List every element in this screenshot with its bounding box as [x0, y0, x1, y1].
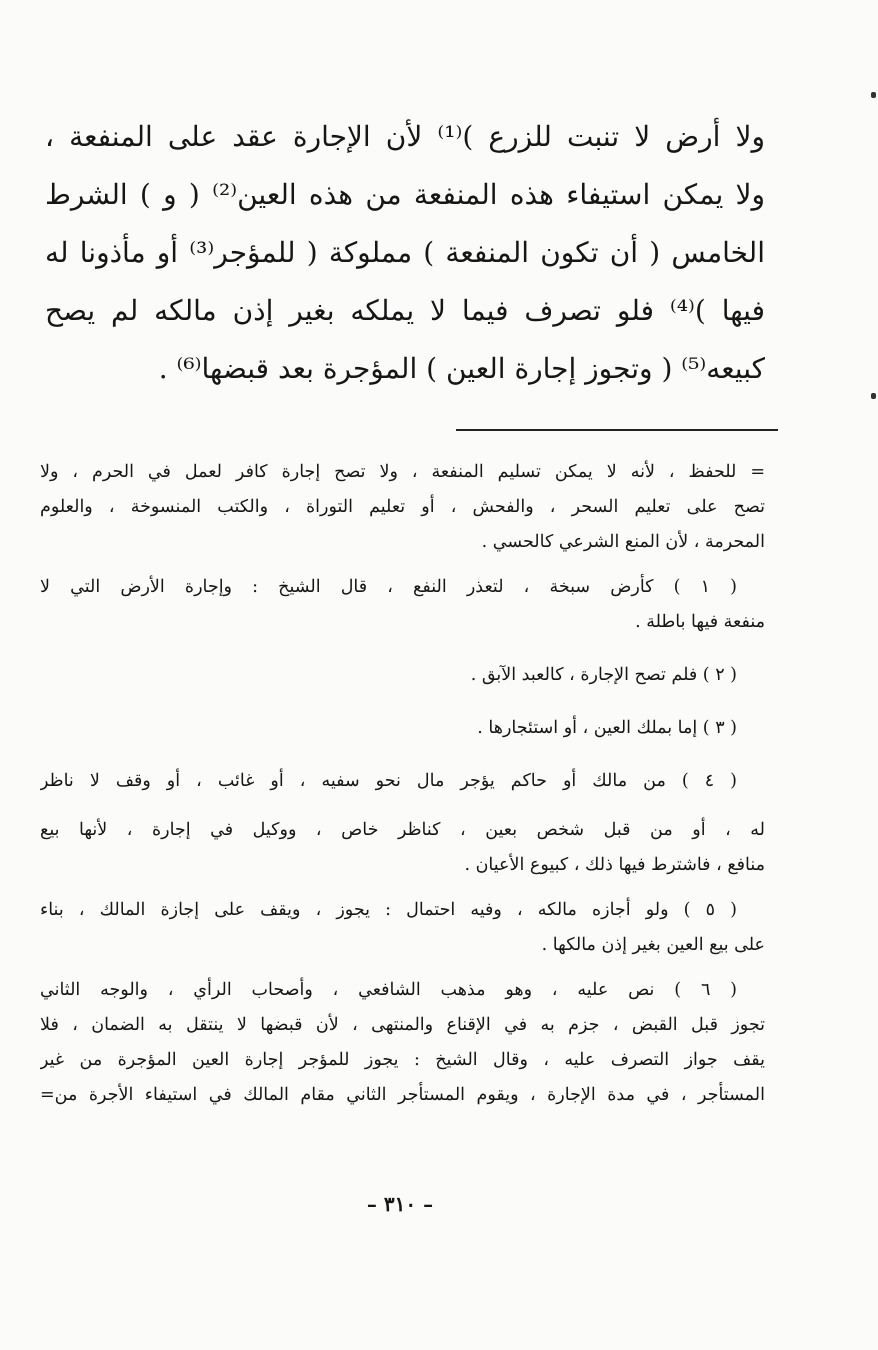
footnote-line: ( ٦ ) نص عليه ، وهو مذهب الشافعي ، وأصحاب الرأي ، والوجه الثاني — [40, 980, 738, 1000]
main-text — [45, 108, 765, 398]
main-text-line: فيها )⁽⁴⁾ فلو تصرف فيما لا يملكه بغير إذن مالكه لم يصح — [45, 294, 765, 327]
footnote-5 — [40, 893, 765, 963]
page-number: – ٣١٠ – — [366, 1192, 434, 1216]
footnotes — [40, 455, 765, 1113]
footnote-continuation — [40, 455, 765, 560]
main-text-line: ولا أرض لا تنبت للزرع )⁽¹⁾ لأن الإجارة عقد على المنفعة ، — [45, 120, 765, 153]
footnote-line: المحرمة ، لأن المنع الشرعي كالحسي . — [481, 532, 765, 552]
footnote-line: يقف جواز التصرف عليه ، وقال الشيخ : يجوز للمؤجر إجارة العين المؤجرة من غير — [40, 1050, 765, 1070]
footnote-separator — [456, 429, 778, 431]
footnote-line: ( ١ ) كأرض سبخة ، لتعذر النفع ، قال الشيخ : وإجارة الأرض التي لا — [40, 577, 738, 597]
footnote-line: ( ٥ ) ولو أجازه مالكه ، وفيه احتمال : يجوز ، ويقف على إجازة المالك ، بناء — [40, 900, 737, 920]
footnote-line: له ، أو من قبل شخص بعين ، كناظر خاص ، ووكيل في إجارة ، لأنها بيع — [40, 820, 765, 840]
footnote-line: منافع ، فاشترط فيها ذلك ، كبيوع الأعيان . — [464, 855, 765, 875]
footnote-3 — [40, 711, 765, 746]
scan-edge-mark — [871, 92, 876, 98]
footnote-line: ( ٣ ) إما بملك العين ، أو استئجارها . — [477, 718, 737, 738]
footnote-2 — [40, 658, 765, 693]
footnote-line: على بيع العين بغير إذن مالكها . — [541, 935, 765, 955]
footnote-4 — [40, 764, 765, 883]
footnote-line: منفعة فيها باطلة . — [635, 612, 765, 632]
footnote-1 — [40, 570, 765, 640]
scan-edge-mark — [871, 393, 876, 399]
footnote-line: ( ٤ ) من مالك أو حاكم يؤجر مال نحو سفيه ، أو غائب ، أو وقف لا ناظر — [40, 771, 738, 791]
footnote-line: تصح على تعليم السحر ، والفحش ، أو تعليم التوراة ، والكتب المنسوخة ، والعلوم — [40, 497, 765, 517]
footnote-line: المستأجر ، في مدة الإجارة ، ويقوم المستأجر الثاني مقام المالك في استيفاء الأجرة من= — [40, 1085, 765, 1105]
footnote-line: = للحفظ ، لأنه لا يمكن تسليم المنفعة ، ولا تصح إجارة كافر لعمل في الحرم ، ولا — [40, 462, 765, 482]
footnote-line: تجوز قبل القبض ، جزم به في الإقناع والمنتهى ، لأن قبضها لا ينتقل به الضمان ، فلا — [40, 1015, 765, 1035]
main-text-line: الخامس ( أن تكون المنفعة ) مملوكة ( للمؤجر⁽³⁾ أو مأذونا له — [45, 236, 765, 269]
main-text-line: كبيعه⁽⁵⁾ ( وتجوز إجارة العين ) المؤجرة بعد قبضها⁽⁶⁾ . — [158, 352, 765, 385]
footnote-6 — [40, 973, 765, 1113]
footnote-line: ( ٢ ) فلم تصح الإجارة ، كالعبد الآبق . — [470, 665, 737, 685]
main-text-line: ولا يمكن استيفاء هذه المنفعة من هذه العين⁽²⁾ ( و ) الشرط — [45, 178, 765, 211]
